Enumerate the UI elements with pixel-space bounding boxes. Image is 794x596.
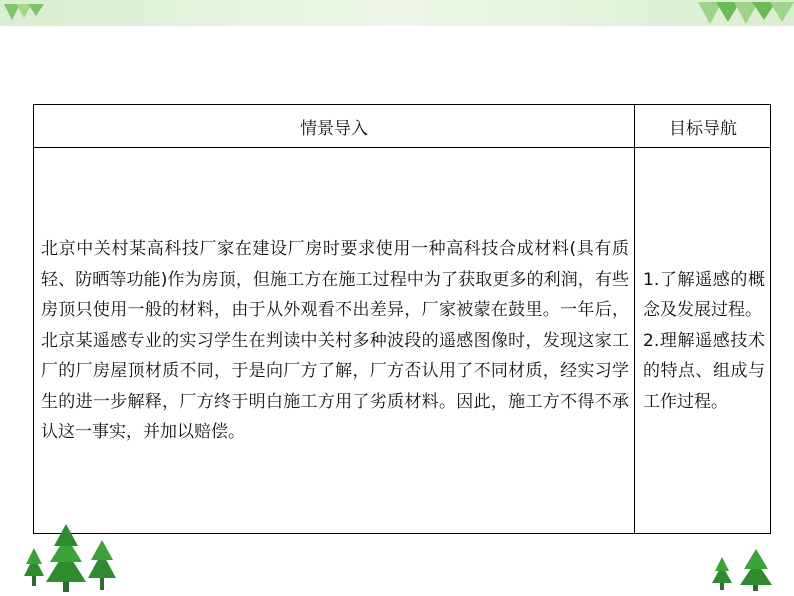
leaf-icon	[0, 0, 60, 24]
goal-item: 1.了解遥感的概念及发展过程。	[643, 269, 765, 321]
goal-item: 2.理解遥感技术的特点、组成与工作过程。	[643, 330, 765, 412]
top-decor-band	[0, 0, 794, 26]
header-goals: 目标导航	[669, 118, 737, 139]
content-table	[33, 104, 771, 534]
scenario-text: 北京中关村某高科技厂家在建设厂房时要求使用一种高科技合成材料(具有质轻、防晒等功能)作为房顶，但施工方在施工过程中为了获取更多的利润，有些房顶只使用一般的材料，由于从外观看不出差异，厂家被蒙在鼓里。一年后，北京某遥感专业的实习学生在判读中关村多种波段的遥感图像时，发现这家工厂的厂房屋顶材质不同，于是向厂方了解，厂方否认用了不同材质，经实习学生的进一步解释，厂方终于明白施工方用了劣质材料。因此，施工方不得不承认这一事实，并加以赔偿。	[41, 239, 629, 443]
tree-icon	[20, 520, 130, 592]
scenario-cell	[41, 148, 629, 534]
goals-cell	[643, 148, 765, 534]
header-scenario: 情景导入	[300, 118, 368, 139]
tree-icon	[708, 545, 778, 591]
column-divider	[634, 105, 635, 533]
leaf-icon	[694, 0, 794, 26]
